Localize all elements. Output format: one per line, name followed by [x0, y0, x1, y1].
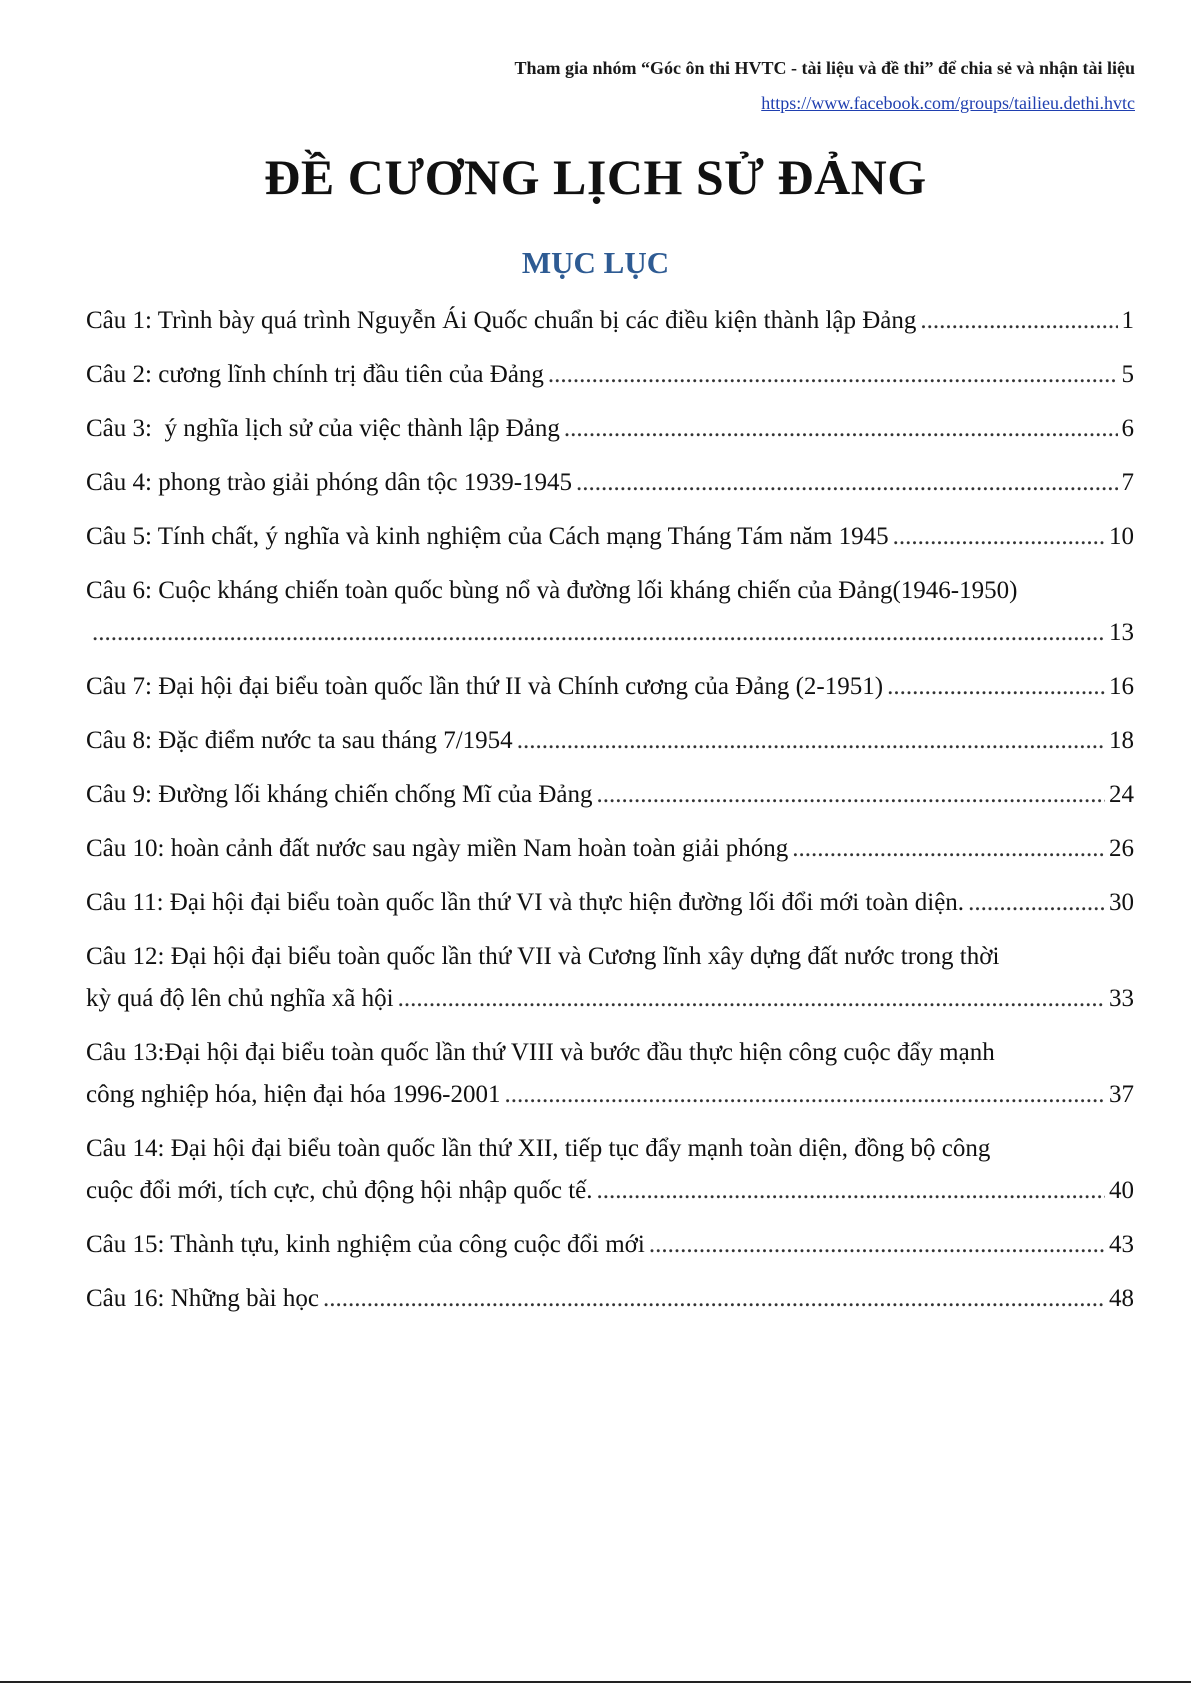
toc-page-number: 43: [1109, 1231, 1134, 1258]
toc-entry-text: Câu 13:Đại hội đại biểu toàn quốc lần thứ VIII và bước đầu thực hiện công cuộc đẩy mạnh: [86, 1039, 995, 1066]
toc-entry-text-continued: kỳ quá độ lên chủ nghĩa xã hội: [86, 985, 394, 1012]
facebook-group-link[interactable]: https://www.facebook.com/groups/tailieu.dethi.hvtc: [761, 93, 1135, 113]
toc-entry-15[interactable]: [86, 1224, 1134, 1266]
toc-entry-text: Câu 14: Đại hội đại biểu toàn quốc lần thứ XII, tiếp tục đẩy mạnh toàn diện, đồng bộ công: [86, 1135, 991, 1162]
toc-entry-3[interactable]: [86, 408, 1134, 450]
dot-leader: [398, 978, 1105, 1020]
toc-entry-text: Câu 8: Đặc điểm nước ta sau tháng 7/1954: [86, 727, 513, 754]
toc-page-number: 26: [1109, 835, 1134, 862]
toc-entry-6[interactable]: [86, 570, 1134, 654]
document-title: ĐỀ CƯƠNG LỊCH SỬ ĐẢNG: [264, 149, 927, 205]
dot-leader: [792, 828, 1105, 870]
toc-entry-text-continued: cuộc đổi mới, tích cực, chủ động hội nhập quốc tế.: [86, 1177, 593, 1204]
toc-entry-11[interactable]: [86, 882, 1134, 924]
table-of-contents: [86, 300, 1134, 1332]
toc-entry-text: Câu 10: hoàn cảnh đất nước sau ngày miền Nam hoàn toàn giải phóng: [86, 835, 789, 862]
toc-entry-7[interactable]: [86, 666, 1134, 708]
toc-page-number: 1: [1121, 307, 1134, 334]
page-bottom-rule: [0, 1681, 1191, 1683]
toc-entry-13[interactable]: [86, 1032, 1134, 1116]
dot-leader: [893, 516, 1105, 558]
toc-entry-text: Câu 3: ý nghĩa lịch sử của việc thành lập Đảng: [86, 415, 560, 442]
toc-page-number: 30: [1109, 889, 1134, 916]
toc-entry-text: Câu 1: Trình bày quá trình Nguyễn Ái Quốc chuẩn bị các điều kiện thành lập Đảng: [86, 307, 917, 334]
toc-page-number: 6: [1121, 415, 1134, 442]
toc-entry-8[interactable]: [86, 720, 1134, 762]
dot-leader: [887, 666, 1105, 708]
toc-entry-14[interactable]: [86, 1128, 1134, 1212]
dot-leader: [920, 300, 1117, 342]
toc-page-number: 13: [1109, 619, 1134, 646]
toc-page-number: 16: [1109, 673, 1134, 700]
toc-entry-1[interactable]: [86, 300, 1134, 342]
toc-entry-text: Câu 12: Đại hội đại biểu toàn quốc lần thứ VII và Cương lĩnh xây dựng đất nước trong thời: [86, 943, 1000, 970]
toc-entry-2[interactable]: [86, 354, 1134, 396]
toc-entry-text: Câu 11: Đại hội đại biểu toàn quốc lần thứ VI và thực hiện đường lối đổi mới toàn diện.: [86, 889, 965, 916]
toc-page-number: 18: [1109, 727, 1134, 754]
dot-leader: [548, 354, 1118, 396]
toc-entry-12[interactable]: [86, 936, 1134, 1020]
toc-page-number: 33: [1109, 985, 1134, 1012]
toc-entry-text: Câu 4: phong trào giải phóng dân tộc 1939-1945: [86, 469, 573, 496]
dot-leader: [505, 1074, 1106, 1116]
dot-leader: [517, 720, 1105, 762]
toc-entry-text: Câu 6: Cuộc kháng chiến toàn quốc bùng nổ và đường lối kháng chiến của Đảng(1946-1950): [86, 577, 1018, 604]
dot-leader: [564, 408, 1118, 450]
toc-page-number: 48: [1109, 1285, 1134, 1312]
toc-page-number: 37: [1109, 1081, 1134, 1108]
toc-entry-text: Câu 2: cương lĩnh chính trị đầu tiên của Đảng: [86, 361, 544, 388]
toc-entry-text: Câu 15: Thành tựu, kinh nghiệm của công cuộc đổi mới: [86, 1231, 645, 1258]
toc-entry-text: Câu 7: Đại hội đại biểu toàn quốc lần thứ II và Chính cương của Đảng (2-1951): [86, 673, 884, 700]
toc-entry-16[interactable]: [86, 1278, 1134, 1320]
dot-leader: [92, 612, 1105, 654]
toc-entry-text-continued: công nghiệp hóa, hiện đại hóa 1996-2001: [86, 1081, 501, 1108]
toc-entry-5[interactable]: [86, 516, 1134, 558]
toc-heading: MỤC LỤC: [521, 245, 670, 280]
toc-entry-text: Câu 5: Tính chất, ý nghĩa và kinh nghiệm của Cách mạng Tháng Tám năm 1945: [86, 523, 889, 550]
toc-entry-text: Câu 16: Những bài học: [86, 1285, 319, 1312]
toc-page-number: 24: [1109, 781, 1134, 808]
toc-entry-9[interactable]: [86, 774, 1134, 816]
toc-entry-4[interactable]: [86, 462, 1134, 504]
dot-leader: [323, 1278, 1105, 1320]
header-note: Tham gia nhóm “Góc ôn thi HVTC - tài liệu và đề thi” để chia sẻ và nhận tài liệu: [514, 58, 1135, 78]
toc-entry-10[interactable]: [86, 828, 1134, 870]
toc-page-number: 10: [1109, 523, 1134, 550]
dot-leader: [597, 774, 1105, 816]
dot-leader: [968, 882, 1105, 924]
dot-leader: [649, 1224, 1105, 1266]
toc-page-number: 40: [1109, 1177, 1134, 1204]
dot-leader: [597, 1170, 1105, 1212]
toc-page-number: 5: [1121, 361, 1134, 388]
toc-page-number: 7: [1121, 469, 1134, 496]
toc-entry-text: Câu 9: Đường lối kháng chiến chống Mĩ của Đảng: [86, 781, 593, 808]
dot-leader: [576, 462, 1117, 504]
